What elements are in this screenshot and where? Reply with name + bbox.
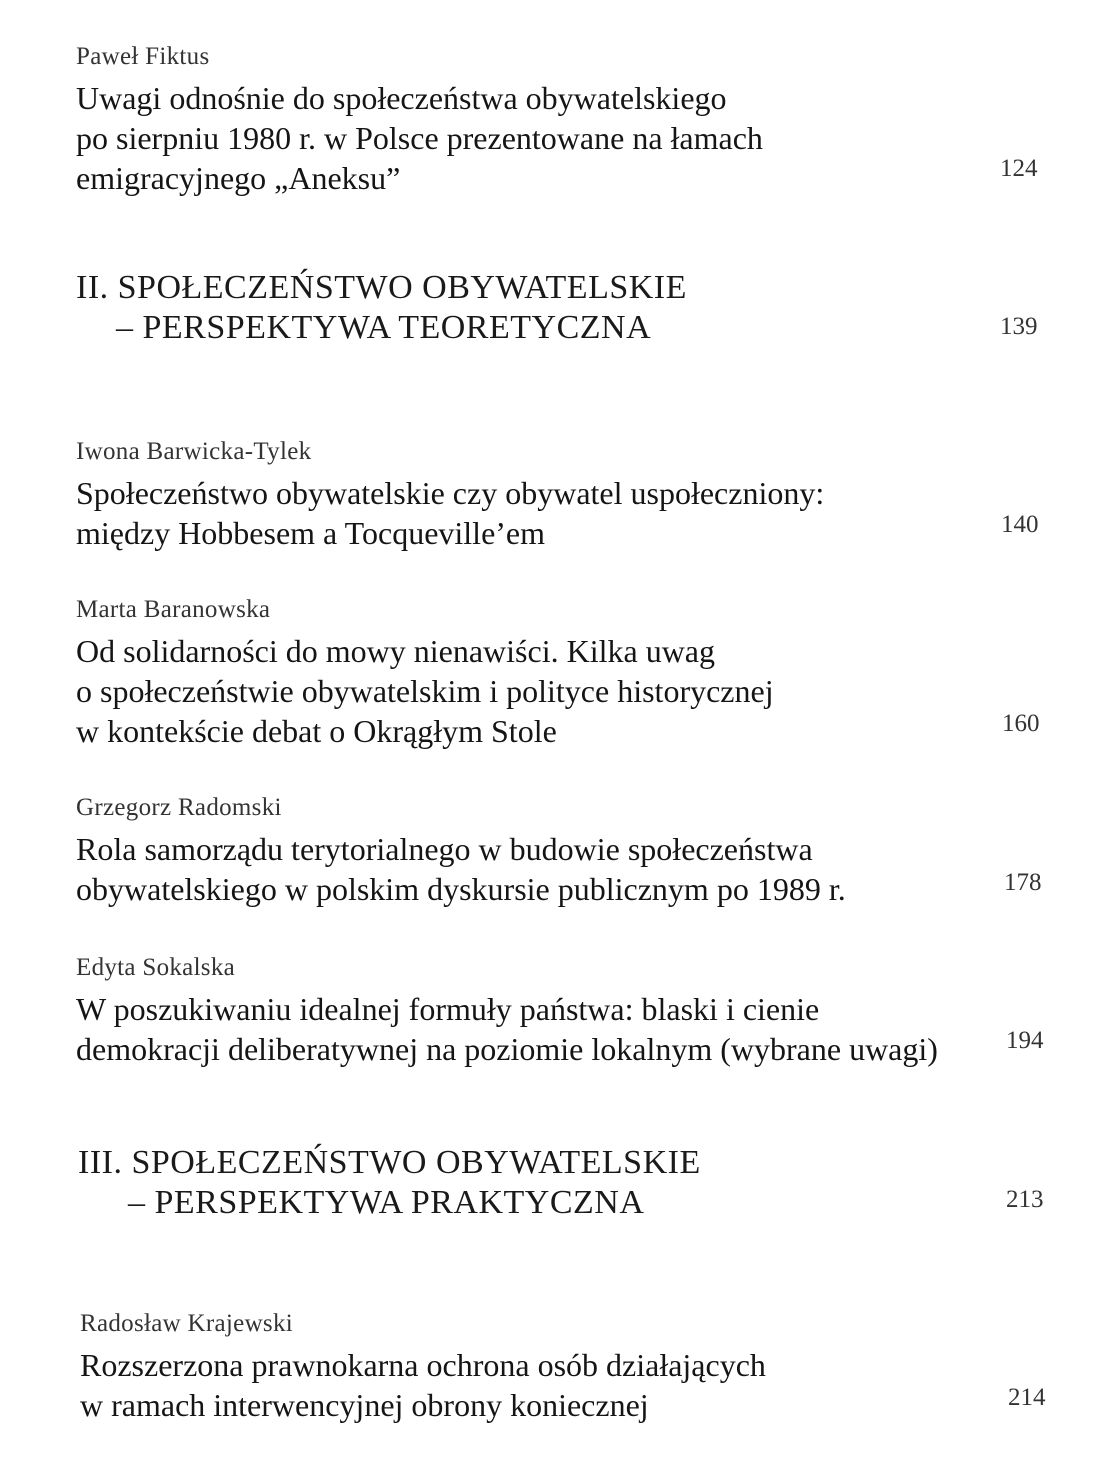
entry-title (80, 1345, 766, 1425)
entry-title-line: Uwagi odnośnie do społeczeństwa obywatelskiego (76, 80, 727, 116)
section-heading[interactable] (76, 268, 687, 348)
entry-title-line: Społeczeństwo obywatelskie czy obywatel uspołeczniony: (76, 475, 825, 511)
toc-entry[interactable] (80, 1309, 766, 1425)
toc-entry[interactable] (76, 953, 938, 1069)
entry-title (76, 473, 824, 553)
toc-entry[interactable] (76, 595, 774, 751)
entry-author: Marta Baranowska (76, 596, 271, 623)
toc-entry[interactable] (76, 793, 846, 909)
entry-title (76, 829, 846, 909)
toc-entry[interactable] (76, 437, 824, 553)
entry-author: Grzegorz Radomski (76, 794, 282, 821)
entry-title-line: Rola samorządu terytorialnego w budowie społeczeństwa (76, 831, 813, 867)
entry-page-number: 140 (1001, 511, 1039, 538)
entry-title-line: po sierpniu 1980 r. w Polsce prezentowane na łamach (76, 120, 763, 156)
entry-title-line: w kontekście debat o Okrągłym Stole (76, 713, 557, 749)
section-heading-line: – PERSPEKTYWA PRAKTYCZNA (128, 1184, 645, 1221)
entry-page-number: 214 (1008, 1384, 1046, 1411)
section-page-number: 139 (1000, 313, 1038, 340)
entry-title (76, 78, 763, 198)
section-heading[interactable] (78, 1143, 701, 1223)
entry-title-line: w ramach interwencyjnej obrony koniecznej (80, 1387, 649, 1423)
entry-title (76, 631, 774, 751)
entry-title-line: demokracji deliberatywnej na poziomie lokalnym (wybrane uwagi) (76, 1031, 938, 1067)
entry-author: Iwona Barwicka-Tylek (76, 438, 312, 465)
entry-author: Paweł Fiktus (76, 43, 210, 70)
entry-title-line: obywatelskiego w polskim dyskursie publicznym po 1989 r. (76, 871, 846, 907)
entry-author: Edyta Sokalska (76, 954, 236, 981)
entry-title-line: W poszukiwaniu idealnej formuły państwa: blaski i cienie (76, 991, 820, 1027)
entry-page-number: 124 (1000, 155, 1038, 182)
entry-page-number: 194 (1006, 1027, 1044, 1054)
entry-author: Radosław Krajewski (80, 1310, 293, 1337)
entry-page-number: 178 (1004, 869, 1042, 896)
section-heading-line: III. SPOŁECZEŃSTWO OBYWATELSKIE (78, 1144, 701, 1181)
entry-title-line: Rozszerzona prawnokarna ochrona osób działających (80, 1347, 766, 1383)
entry-title-line: o społeczeństwie obywatelskim i polityce historycznej (76, 673, 774, 709)
section-page-number: 213 (1006, 1186, 1044, 1213)
entry-title-line: między Hobbesem a Tocqueville’em (76, 515, 546, 551)
toc-entry[interactable] (76, 42, 763, 198)
entry-page-number: 160 (1002, 710, 1040, 737)
entry-title (76, 989, 938, 1069)
entry-title-line: Od solidarności do mowy nienawiści. Kilka uwag (76, 633, 715, 669)
section-heading-line: II. SPOŁECZEŃSTWO OBYWATELSKIE (76, 269, 687, 306)
entry-title-line: emigracyjnego „Aneksu” (76, 160, 401, 196)
section-heading-line: – PERSPEKTYWA TEORETYCZNA (116, 309, 652, 346)
